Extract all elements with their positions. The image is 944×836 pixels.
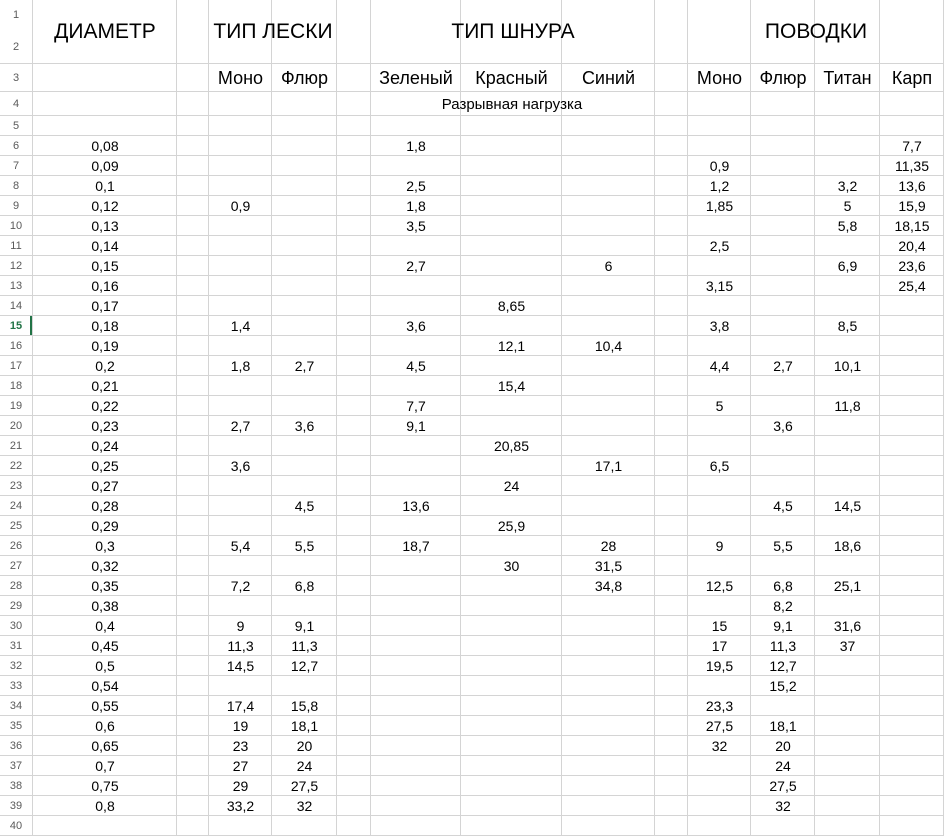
cell-diameter[interactable]: 0,65: [91, 738, 119, 754]
row-number[interactable]: 3: [0, 64, 32, 91]
row-number[interactable]: 24: [0, 496, 32, 515]
subheader-braid-green[interactable]: Зеленый: [379, 67, 453, 88]
cell-line-fluoro[interactable]: 20: [296, 738, 313, 754]
cell-line-fluoro[interactable]: 9,1: [294, 618, 315, 634]
cell-line-fluoro[interactable]: 11,3: [291, 638, 318, 654]
cell-braid-red[interactable]: 20,85: [493, 438, 530, 454]
row-number[interactable]: 5: [0, 116, 32, 135]
cell-line-mono[interactable]: 27: [232, 758, 249, 774]
cell-diameter[interactable]: 0,5: [95, 658, 115, 674]
row-number[interactable]: 10: [0, 216, 32, 235]
row-number[interactable]: 16: [0, 336, 32, 355]
cell-leader-mono[interactable]: 4,4: [709, 358, 730, 374]
row-number[interactable]: 33: [0, 676, 32, 695]
row-number[interactable]: 34: [0, 696, 32, 715]
cell-leader-titan[interactable]: 25,1: [833, 578, 862, 594]
cell-leader-carp[interactable]: 23,6: [898, 258, 926, 274]
cell-braid-green[interactable]: 9,1: [406, 418, 426, 434]
cell-leader-mono[interactable]: 0,9: [709, 158, 730, 174]
cell-line-mono[interactable]: 0,9: [230, 198, 251, 214]
cell-diameter[interactable]: 0,15: [91, 258, 119, 274]
row-number[interactable]: 12: [0, 256, 32, 275]
cell-diameter[interactable]: 0,29: [91, 518, 119, 534]
cell-leader-mono[interactable]: 12,5: [705, 578, 734, 594]
cell-line-mono[interactable]: 1,8: [230, 358, 251, 374]
cell-braid-green[interactable]: 1,8: [406, 198, 426, 214]
cell-braid-blue[interactable]: 28: [600, 538, 617, 554]
cell-leader-titan[interactable]: 10,1: [833, 358, 862, 374]
cell-leader-mono[interactable]: 1,85: [705, 198, 734, 214]
cell-diameter[interactable]: 0,32: [91, 558, 119, 574]
cell-leader-fluoro[interactable]: 3,6: [773, 418, 793, 434]
cell-line-mono[interactable]: 11,3: [227, 638, 254, 654]
cell-braid-blue[interactable]: 10,4: [594, 338, 623, 354]
cell-leader-carp[interactable]: 13,6: [898, 178, 926, 194]
header-diameter[interactable]: ДИАМЕТР: [54, 20, 156, 43]
header-braid-type[interactable]: ТИП ШНУРА: [451, 20, 575, 43]
row-number[interactable]: 35: [0, 716, 32, 735]
cell-braid-red[interactable]: 25,9: [497, 518, 526, 534]
cell-leader-fluoro[interactable]: 27,5: [769, 778, 797, 794]
column-gridline: [561, 0, 562, 836]
cell-leader-titan[interactable]: 5: [843, 198, 852, 214]
cell-line-mono[interactable]: 14,5: [226, 658, 255, 674]
cell-leader-titan[interactable]: 31,6: [833, 618, 862, 634]
cell-diameter[interactable]: 0,16: [91, 278, 119, 294]
row-number[interactable]: 6: [0, 136, 32, 155]
cell-braid-green[interactable]: 13,6: [402, 498, 430, 514]
cell-diameter[interactable]: 0,38: [91, 598, 119, 614]
cell-diameter[interactable]: 0,54: [91, 678, 119, 694]
cell-braid-blue[interactable]: 17,1: [594, 458, 623, 474]
cell-leader-titan[interactable]: 5,8: [837, 218, 858, 234]
cell-leader-mono[interactable]: 15: [711, 618, 728, 634]
cell-leader-titan[interactable]: 11,8: [834, 398, 861, 414]
cell-line-fluoro[interactable]: 32: [296, 798, 313, 814]
cell-diameter[interactable]: 0,13: [91, 218, 119, 234]
cell-leader-fluoro[interactable]: 15,2: [769, 678, 797, 694]
cell-line-mono[interactable]: 1,4: [230, 318, 251, 334]
cell-diameter[interactable]: 0,09: [91, 158, 119, 174]
cell-leader-mono[interactable]: 9: [715, 538, 724, 554]
cell-diameter[interactable]: 0,14: [91, 238, 119, 254]
cell-leader-fluoro[interactable]: 12,7: [769, 658, 797, 674]
cell-line-fluoro[interactable]: 18,1: [290, 718, 319, 734]
cell-leader-mono[interactable]: 1,2: [709, 178, 730, 194]
cell-diameter[interactable]: 0,2: [95, 358, 115, 374]
cell-leader-fluoro[interactable]: 11,3: [769, 638, 797, 654]
row-number[interactable]: 28: [0, 576, 32, 595]
cell-leader-titan[interactable]: 8,5: [837, 318, 858, 334]
row-number[interactable]: 40: [0, 816, 32, 835]
cell-diameter[interactable]: 0,7: [95, 758, 115, 774]
row-number[interactable]: 21: [0, 436, 32, 455]
cell-leader-mono[interactable]: 6,5: [709, 458, 730, 474]
cell-leader-titan[interactable]: 6,9: [837, 258, 858, 274]
subheader-braid-red[interactable]: Красный: [475, 67, 548, 88]
row-number[interactable]: 7: [0, 156, 32, 175]
cell-line-mono[interactable]: 3,6: [230, 458, 251, 474]
cell-leader-mono[interactable]: 19,5: [705, 658, 734, 674]
row-number[interactable]: 32: [0, 656, 32, 675]
cell-diameter[interactable]: 0,45: [91, 638, 119, 654]
cell-braid-red[interactable]: 15,4: [497, 378, 526, 394]
cell-leader-fluoro[interactable]: 4,5: [773, 498, 793, 514]
cell-line-mono[interactable]: 5,4: [230, 538, 251, 554]
cell-line-fluoro[interactable]: 15,8: [290, 698, 319, 714]
cell-diameter[interactable]: 0,28: [91, 498, 119, 514]
row-number[interactable]: 15: [0, 316, 32, 335]
cell-diameter[interactable]: 0,25: [91, 458, 119, 474]
cell-leader-carp[interactable]: 20,4: [898, 238, 926, 254]
cell-leader-mono[interactable]: 17: [711, 638, 728, 654]
row-number[interactable]: 20: [0, 416, 32, 435]
row-number[interactable]: 22: [0, 456, 32, 475]
cell-leader-titan[interactable]: 37: [839, 638, 856, 654]
cell-line-mono[interactable]: 17,4: [226, 698, 255, 714]
cell-leader-fluoro[interactable]: 2,7: [773, 358, 793, 374]
cell-braid-green[interactable]: 2,7: [406, 258, 426, 274]
subheader-line-mono[interactable]: Моно: [217, 67, 264, 88]
cell-leader-mono[interactable]: 27,5: [705, 718, 734, 734]
cell-line-mono[interactable]: 2,7: [230, 418, 251, 434]
subheader-leader-mono[interactable]: Моно: [696, 67, 743, 88]
cell-leader-titan[interactable]: 18,6: [833, 538, 862, 554]
row-number[interactable]: 36: [0, 736, 32, 755]
cell-leader-fluoro[interactable]: 9,1: [773, 618, 793, 634]
cell-diameter[interactable]: 0,4: [95, 618, 115, 634]
cell-braid-green[interactable]: 3,5: [406, 218, 426, 234]
cell-diameter[interactable]: 0,55: [91, 698, 119, 714]
row-number[interactable]: 23: [0, 476, 32, 495]
cell-leader-fluoro[interactable]: 8,2: [773, 598, 793, 614]
row-number[interactable]: 39: [0, 796, 32, 815]
cell-leader-carp[interactable]: 18,15: [894, 218, 930, 234]
row-number[interactable]: 18: [0, 376, 32, 395]
cell-line-fluoro[interactable]: 4,5: [294, 498, 315, 514]
cell-line-mono[interactable]: 29: [232, 778, 249, 794]
cell-braid-blue[interactable]: 6: [604, 258, 613, 274]
cell-line-fluoro[interactable]: 24: [296, 758, 313, 774]
header-leaders[interactable]: ПОВОДКИ: [764, 20, 868, 43]
cell-braid-green[interactable]: 3,6: [406, 318, 426, 334]
cell-line-mono[interactable]: 7,2: [230, 578, 251, 594]
cell-diameter[interactable]: 0,12: [91, 198, 119, 214]
cell-diameter[interactable]: 0,24: [91, 438, 119, 454]
row-number[interactable]: 26: [0, 536, 32, 555]
row-number[interactable]: 13: [0, 276, 32, 295]
cell-braid-red[interactable]: 24: [503, 478, 520, 494]
cell-diameter[interactable]: 0,22: [91, 398, 119, 414]
row-number[interactable]: 14: [0, 296, 32, 315]
row-number[interactable]: 1: [0, 0, 32, 29]
cell-line-fluoro[interactable]: 12,7: [290, 658, 319, 674]
cell-leader-fluoro[interactable]: 32: [775, 798, 791, 814]
cell-diameter[interactable]: 0,19: [91, 338, 119, 354]
cell-line-fluoro[interactable]: 27,5: [290, 778, 319, 794]
cell-leader-mono[interactable]: 5: [715, 398, 724, 414]
banner-breaking-load[interactable]: Разрывная нагрузка: [441, 95, 583, 113]
cell-line-fluoro[interactable]: 5,5: [294, 538, 315, 554]
cell-braid-red[interactable]: 8,65: [497, 298, 526, 314]
cell-diameter[interactable]: 0,08: [91, 138, 119, 154]
cell-leader-mono[interactable]: 2,5: [709, 238, 730, 254]
cell-line-mono[interactable]: 33,2: [226, 798, 255, 814]
cell-braid-blue[interactable]: 31,5: [594, 558, 623, 574]
header-line-type[interactable]: ТИП ЛЕСКИ: [213, 20, 333, 43]
row-number[interactable]: 8: [0, 176, 32, 195]
cell-leader-mono[interactable]: 3,15: [705, 278, 734, 294]
cell-braid-red[interactable]: 12,1: [497, 338, 526, 354]
cell-braid-green[interactable]: 2,5: [406, 178, 426, 194]
row-number[interactable]: 25: [0, 516, 32, 535]
cell-diameter[interactable]: 0,1: [95, 178, 115, 194]
row-number[interactable]: 9: [0, 196, 32, 215]
cell-line-fluoro[interactable]: 3,6: [294, 418, 315, 434]
cell-leader-carp[interactable]: 25,4: [898, 278, 926, 294]
cell-line-mono[interactable]: 23: [232, 738, 249, 754]
row-number[interactable]: 38: [0, 776, 32, 795]
cell-diameter[interactable]: 0,75: [91, 778, 119, 794]
cell-diameter[interactable]: 0,23: [91, 418, 119, 434]
cell-leader-titan[interactable]: 3,2: [837, 178, 858, 194]
row-number[interactable]: 29: [0, 596, 32, 615]
cell-diameter[interactable]: 0,17: [91, 298, 119, 314]
cell-braid-red[interactable]: 30: [503, 558, 520, 574]
cell-leader-mono[interactable]: 23,3: [705, 698, 734, 714]
row-number[interactable]: 30: [0, 616, 32, 635]
cell-braid-blue[interactable]: 34,8: [594, 578, 623, 594]
cell-braid-green[interactable]: 4,5: [406, 358, 426, 374]
cell-diameter[interactable]: 0,35: [91, 578, 119, 594]
subheader-line-fluoro[interactable]: Флюр: [280, 67, 329, 88]
subheader-leader-fluoro[interactable]: Флюр: [759, 67, 807, 88]
row-number[interactable]: 4: [0, 92, 32, 115]
subheader-leader-titan[interactable]: Титан: [823, 67, 872, 88]
cell-leader-fluoro[interactable]: 20: [775, 738, 791, 754]
cell-braid-green[interactable]: 1,8: [406, 138, 426, 154]
row-number[interactable]: 11: [0, 236, 32, 255]
cell-line-fluoro[interactable]: 2,7: [294, 358, 315, 374]
cell-leader-carp[interactable]: 11,35: [895, 158, 929, 174]
cell-braid-green[interactable]: 18,7: [402, 538, 430, 554]
cell-leader-mono[interactable]: 32: [711, 738, 728, 754]
cell-diameter[interactable]: 0,8: [95, 798, 115, 814]
cell-diameter[interactable]: 0,27: [91, 478, 119, 494]
subheader-braid-blue[interactable]: Синий: [581, 67, 636, 88]
cell-diameter[interactable]: 0,18: [91, 318, 119, 334]
row-number[interactable]: 2: [0, 30, 32, 63]
row-number[interactable]: 17: [0, 356, 32, 375]
cell-diameter[interactable]: 0,3: [95, 538, 115, 554]
cell-diameter[interactable]: 0,6: [95, 718, 115, 734]
row-number[interactable]: 31: [0, 636, 32, 655]
row-number[interactable]: 19: [0, 396, 32, 415]
cell-leader-titan[interactable]: 14,5: [833, 498, 862, 514]
cell-leader-fluoro[interactable]: 18,1: [769, 718, 797, 734]
cell-leader-fluoro[interactable]: 24: [775, 758, 791, 774]
cell-line-mono[interactable]: 19: [232, 718, 249, 734]
column-gridline: [879, 0, 880, 836]
cell-leader-fluoro[interactable]: 5,5: [773, 538, 793, 554]
cell-leader-mono[interactable]: 3,8: [709, 318, 730, 334]
row-number[interactable]: 27: [0, 556, 32, 575]
cell-braid-green[interactable]: 7,7: [406, 398, 426, 414]
row-number[interactable]: 37: [0, 756, 32, 775]
cell-leader-carp[interactable]: 7,7: [902, 138, 922, 154]
cell-leader-carp[interactable]: 15,9: [898, 198, 926, 214]
column-gridline: [654, 0, 655, 836]
cell-line-mono[interactable]: 9: [236, 618, 245, 634]
subheader-leader-carp[interactable]: Карп: [891, 67, 933, 88]
cell-leader-fluoro[interactable]: 6,8: [773, 578, 793, 594]
cell-line-fluoro[interactable]: 6,8: [294, 578, 315, 594]
cell-diameter[interactable]: 0,21: [91, 378, 119, 394]
